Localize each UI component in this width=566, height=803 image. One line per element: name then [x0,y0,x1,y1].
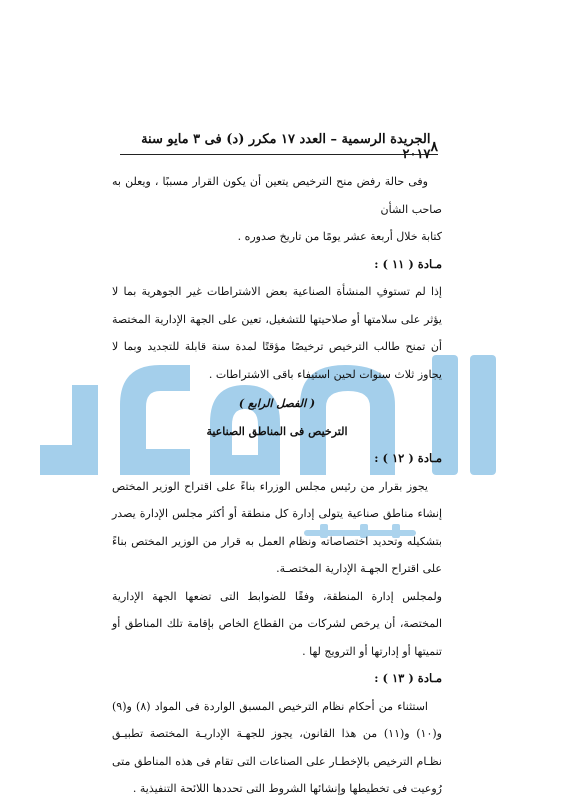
page-number: ٨ [430,139,438,155]
paragraph-1-line-2: كتابة خلال أربعة عشر يومًا من تاريخ صدوره . [237,230,442,243]
chapter-title: ( الفصل الرابع ) [238,397,316,410]
article-12-text: يجوز بقرار من رئيس مجلس الوزراء بناءً على اقتراح الوزير المختص إنشاء مناطق صناعية يتولى إدارة كل منطقة أو أكثر مجلس الإدارة يصدر بتشكيله وتحديد اختصاصاته ونظام العمل به قرار من الوزير المختص بناءً على اقتراح الجهـة الإدارية المختصـة. [112,479,442,575]
page-header [120,132,438,162]
article-11-heading: مـادة ( ١١ ) : [374,256,442,271]
paragraph-1-line-1: وفى حالة رفض منح الترخيص يتعين أن يكون القرار مسببًا ، ويعلن به صاحب الشأن [112,175,442,216]
chapter-subtitle: الترخيص فى المناطق الصناعية [206,424,348,438]
gazette-title: الجريدة الرسمية – العدد ١٧ مكرر (د) فى ٣ مايو سنة ٢٠١٧ [141,132,431,162]
article-12-text-2: ولمجلس إدارة المنطقة، وفقًا للضوابط التى تضعها الجهة الإدارية المختصة، أن يرخص لشركات من القطاع الخاص بإقامة تلك المناطق أو تنميتها أو إدارتها أو الترويج لها . [112,589,442,658]
article-11-text: إذا لم تستوفِ المنشأة الصناعية بعض الاشتراطات غير الجوهرية بما لا يؤثر على سلامتها أو صلاحيتها للتشغيل، تعين على الجهة الإدارية المختصة أن تمنح طالب الترخيص ترخيصًا مؤقتًا لمدة سنة قابلة للتجديد وبما لا يجاوز ثلاث سنوات لحين استيفاء باقى الاشتراطات . [112,285,442,381]
article-12-heading: مـادة ( ١٢ ) : [374,451,442,465]
article-13-heading: مـادة ( ١٣ ) : [374,671,442,685]
header-divider [120,154,438,155]
document-body [112,168,442,803]
article-13-text: استثناء من أحكام نظام الترخيص المسبق الواردة فى المواد (٨) و(٩) و(١٠) و(١١) من هذا القانون، يجوز للجهـة الإداريـة المختصة تطبيـق نظـام الترخيص بالإخطـار على الصناعات التى تقام فى هذه المناطق متى رُوعيت فى تخطيطها وإنشائها الشروط التى تحددها اللائحة التنفيذية . [112,699,442,795]
